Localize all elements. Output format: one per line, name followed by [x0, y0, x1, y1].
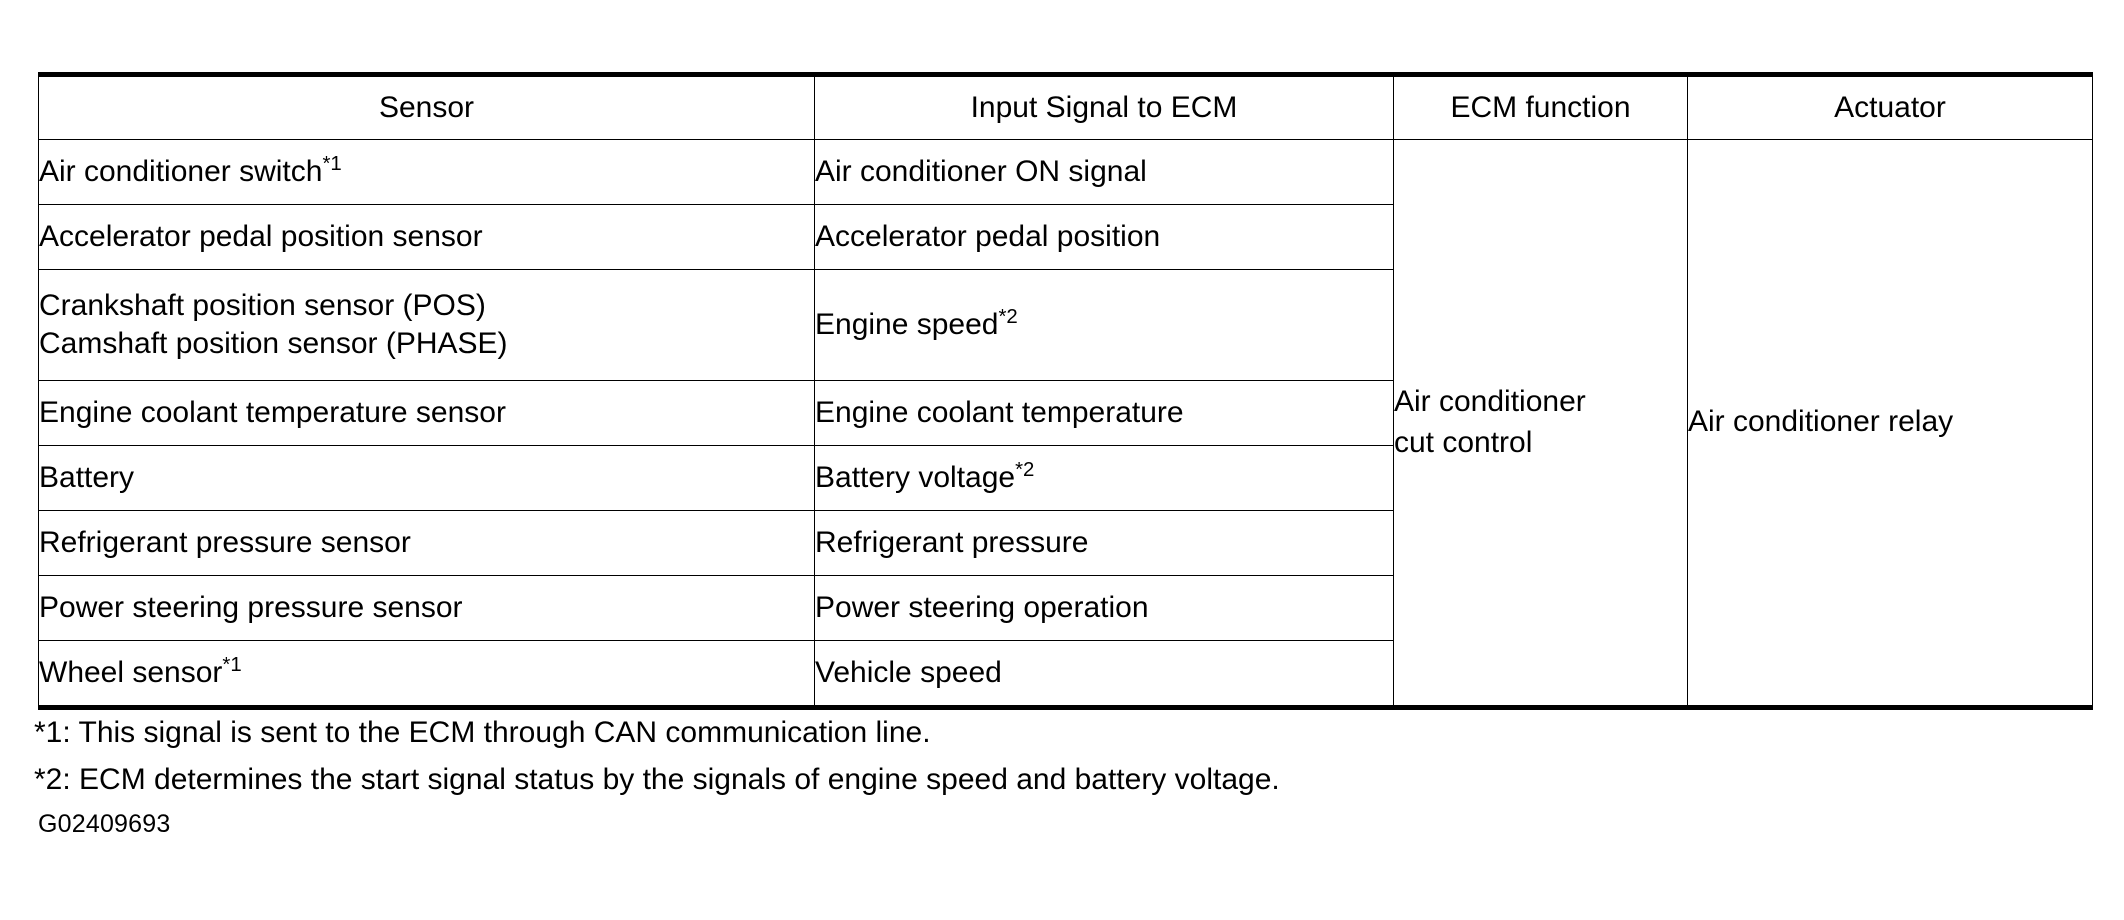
- cell-actuator: [1688, 140, 2093, 708]
- cell-input-signal: [815, 140, 1394, 205]
- cell-sensor: [39, 270, 815, 381]
- spec-table-container: [38, 72, 2088, 710]
- sensor-text: Power steering pressure sensor: [39, 590, 463, 624]
- sensor-signal-table: [38, 72, 2093, 710]
- sensor-text: Accelerator pedal position sensor: [39, 219, 483, 253]
- column-header-input-signal: Input Signal to ECM: [815, 75, 1394, 140]
- cell-input-signal: [815, 641, 1394, 708]
- sensor-text: Air conditioner switch: [39, 154, 323, 188]
- cell-sensor: [39, 446, 815, 511]
- cell-sensor: [39, 641, 815, 708]
- figure-code: G02409693: [38, 810, 171, 838]
- cell-input-signal: [815, 511, 1394, 576]
- sensor-text-line-2: Camshaft position sensor (PHASE): [39, 327, 508, 360]
- cell-sensor: [39, 140, 815, 205]
- sensor-text: Engine coolant temperature sensor: [39, 395, 506, 429]
- signal-footnote-marker: *2: [998, 305, 1018, 328]
- column-header-actuator: Actuator: [1688, 75, 2093, 140]
- sensor-text: Wheel sensor: [39, 655, 223, 689]
- table-body: [39, 140, 2093, 708]
- signal-text: Power steering operation: [815, 590, 1149, 624]
- cell-input-signal: [815, 446, 1394, 511]
- signal-text: Vehicle speed: [815, 655, 1002, 689]
- footnote-1: *1: This signal is sent to the ECM through CAN communication line.: [34, 716, 931, 749]
- signal-text: Battery voltage: [815, 460, 1016, 494]
- actuator-text: Air conditioner relay: [1688, 405, 1954, 439]
- cell-sensor: [39, 381, 815, 446]
- sensor-text: Refrigerant pressure sensor: [39, 525, 411, 559]
- cell-sensor: [39, 511, 815, 576]
- ecm-function-line-1: Air conditioner: [1394, 385, 1586, 419]
- table-header: [39, 75, 2093, 140]
- table-row: [39, 140, 2093, 205]
- signal-text: Air conditioner ON signal: [815, 154, 1147, 188]
- sensor-footnote-marker: *1: [222, 653, 242, 676]
- cell-ecm-function: [1394, 140, 1688, 708]
- signal-text: Engine speed: [815, 307, 999, 341]
- ecm-function-line-2: cut control: [1394, 425, 1533, 459]
- cell-input-signal: [815, 270, 1394, 381]
- table-header-row: [39, 75, 2093, 140]
- sensor-text-line-1: Crankshaft position sensor (POS): [39, 288, 486, 322]
- sensor-footnote-marker: *1: [322, 152, 342, 175]
- cell-input-signal: [815, 381, 1394, 446]
- cell-sensor: [39, 205, 815, 270]
- signal-text: Engine coolant temperature: [815, 395, 1184, 429]
- footnote-2: *2: ECM determines the start signal status by the signals of engine speed and battery voltage.: [34, 763, 1280, 797]
- column-header-sensor: Sensor: [39, 75, 815, 140]
- cell-sensor: [39, 576, 815, 641]
- sensor-text: Battery: [39, 460, 135, 494]
- signal-text: Refrigerant pressure: [815, 525, 1089, 559]
- column-header-ecm-function: ECM function: [1394, 75, 1688, 140]
- cell-input-signal: [815, 205, 1394, 270]
- signal-footnote-marker: *2: [1015, 458, 1035, 481]
- cell-input-signal: [815, 576, 1394, 641]
- footnotes: [34, 712, 2034, 807]
- signal-text: Accelerator pedal position: [815, 219, 1161, 253]
